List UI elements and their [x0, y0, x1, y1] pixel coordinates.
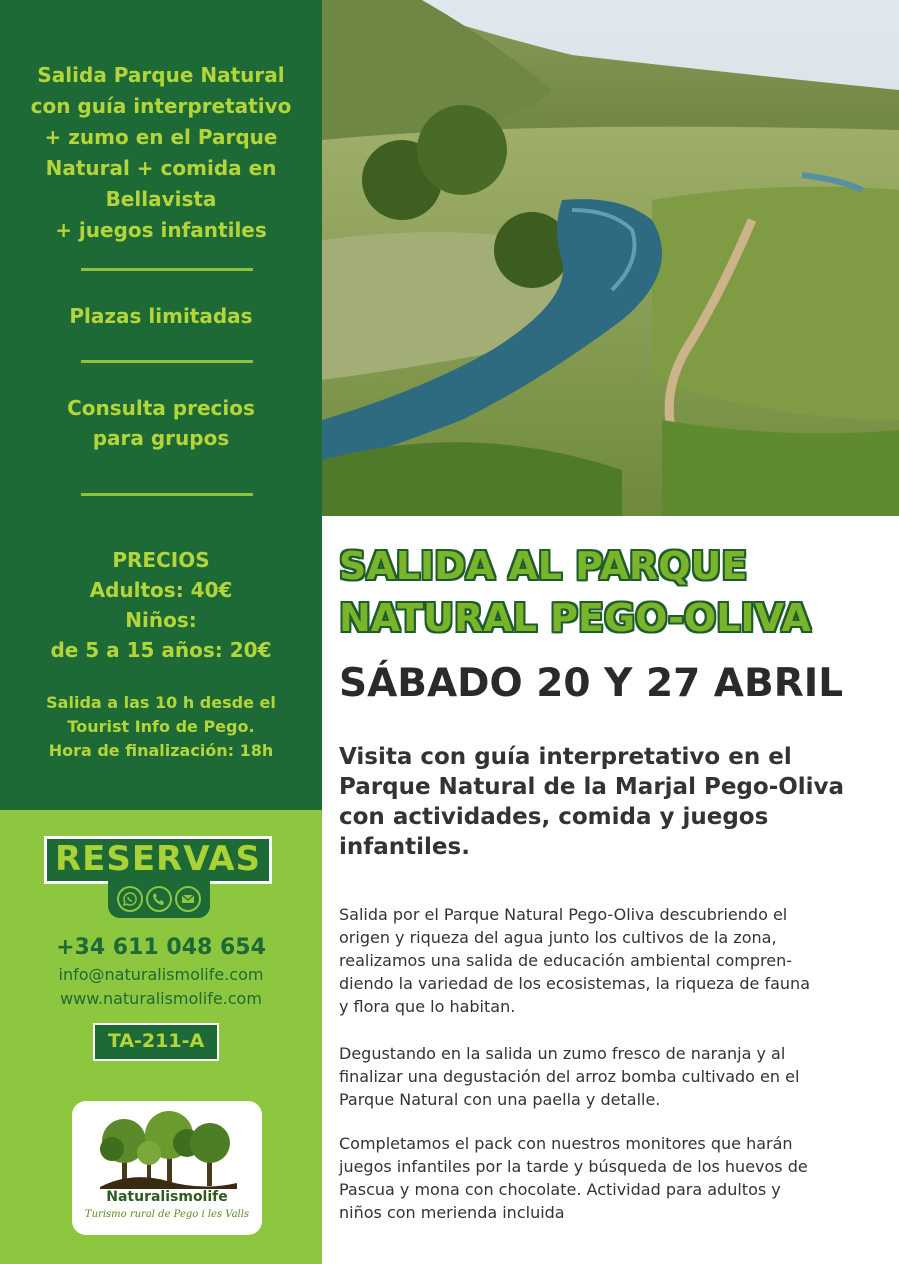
lead-line: Visita con guía interpretativo en el: [339, 744, 792, 770]
intro-line: Natural + comida en: [45, 156, 277, 180]
left-info-panel: [0, 0, 322, 810]
lead-paragraph: [339, 742, 889, 862]
paragraph-line: Completamos el pack con nuestros monitores que harán: [339, 1134, 793, 1153]
limited-places-text: Plazas limitadas: [69, 304, 253, 328]
paragraph-line: niños con merienda incluida: [339, 1203, 565, 1222]
group-prices-line: Consulta precios: [67, 396, 255, 420]
contact-icons: [108, 880, 210, 918]
divider: [81, 268, 253, 271]
paragraph-line: y flora que lo habitan.: [339, 997, 516, 1016]
email-link[interactable]: info@naturalismolife.com: [58, 965, 264, 984]
paragraph-line: diendo la variedad de los ecosistemas, la riqueza de fauna: [339, 974, 810, 993]
reservations-panel: [0, 810, 322, 1264]
event-headline: [339, 540, 889, 644]
description-paragraph-3: [339, 1132, 879, 1224]
whatsapp-icon[interactable]: [117, 886, 143, 912]
paragraph-line: finalizar una degustación del arroz bomba cultivado en el: [339, 1067, 800, 1086]
website-link[interactable]: www.naturalismolife.com: [60, 989, 262, 1008]
intro-line: Bellavista: [105, 187, 217, 211]
wetland-landscape-image: [322, 0, 899, 516]
headline-line: NATURAL PEGO-OLIVA: [339, 596, 811, 640]
intro-line: + juegos infantiles: [55, 218, 267, 242]
paragraph-line: realizamos una salida de educación ambiental compren-: [339, 951, 792, 970]
park-photo: [322, 0, 899, 516]
lead-line: con actividades, comida y juegos: [339, 804, 769, 830]
lead-line: Parque Natural de la Marjal Pego-Oliva: [339, 774, 845, 800]
price-adults: Adultos: 40€: [89, 578, 233, 602]
group-prices-line: para grupos: [92, 426, 230, 450]
departure-line: Hora de finalización: 18h: [48, 741, 274, 760]
event-date: SÁBADO 20 Y 27 ABRIL: [339, 661, 844, 706]
logo-name: Naturalismolife: [106, 1189, 228, 1205]
departure-info: [0, 691, 322, 763]
description-paragraph-1: [339, 903, 879, 1018]
paragraph-line: origen y riqueza del agua junto los cultivos de la zona,: [339, 928, 777, 947]
departure-line: Tourist Info de Pego.: [67, 717, 255, 736]
prices-block: [0, 545, 322, 665]
paragraph-line: Parque Natural con una paella y detalle.: [339, 1090, 661, 1109]
email-icon[interactable]: [175, 886, 201, 912]
trees-logo-icon: [92, 1111, 242, 1191]
phone-number[interactable]: +34 611 048 654: [56, 935, 266, 960]
description-paragraph-2: [339, 1042, 879, 1111]
paragraph-line: Pascua y mona con chocolate. Actividad para adultos y: [339, 1180, 781, 1199]
price-children-label: Niños:: [125, 608, 197, 632]
license-badge: TA-211-A: [93, 1023, 219, 1061]
prices-title: PRECIOS: [112, 548, 210, 572]
intro-line: Salida Parque Natural: [37, 63, 285, 87]
headline-line: SALIDA AL PARQUE: [339, 544, 748, 588]
naturalismolife-logo: [72, 1101, 262, 1235]
group-prices-text: [0, 393, 322, 453]
logo-tagline: Turismo rural de Pego i les Valls: [84, 1209, 250, 1220]
departure-line: Salida a las 10 h desde el: [46, 693, 276, 712]
phone-icon[interactable]: [146, 886, 172, 912]
paragraph-line: Salida por el Parque Natural Pego-Oliva descubriendo el: [339, 905, 788, 924]
reservations-title: RESERVAS: [44, 836, 272, 884]
price-children: de 5 a 15 años: 20€: [50, 638, 272, 662]
paragraph-line: Degustando en la salida un zumo fresco de naranja y al: [339, 1044, 786, 1063]
intro-text: [0, 60, 322, 246]
divider: [81, 360, 253, 363]
divider: [81, 493, 253, 496]
intro-line: + zumo en el Parque: [44, 125, 278, 149]
paragraph-line: juegos infantiles por la tarde y búsqueda de los huevos de: [339, 1157, 808, 1176]
intro-line: con guía interpretativo: [30, 94, 292, 118]
lead-line: infantiles.: [339, 834, 470, 860]
